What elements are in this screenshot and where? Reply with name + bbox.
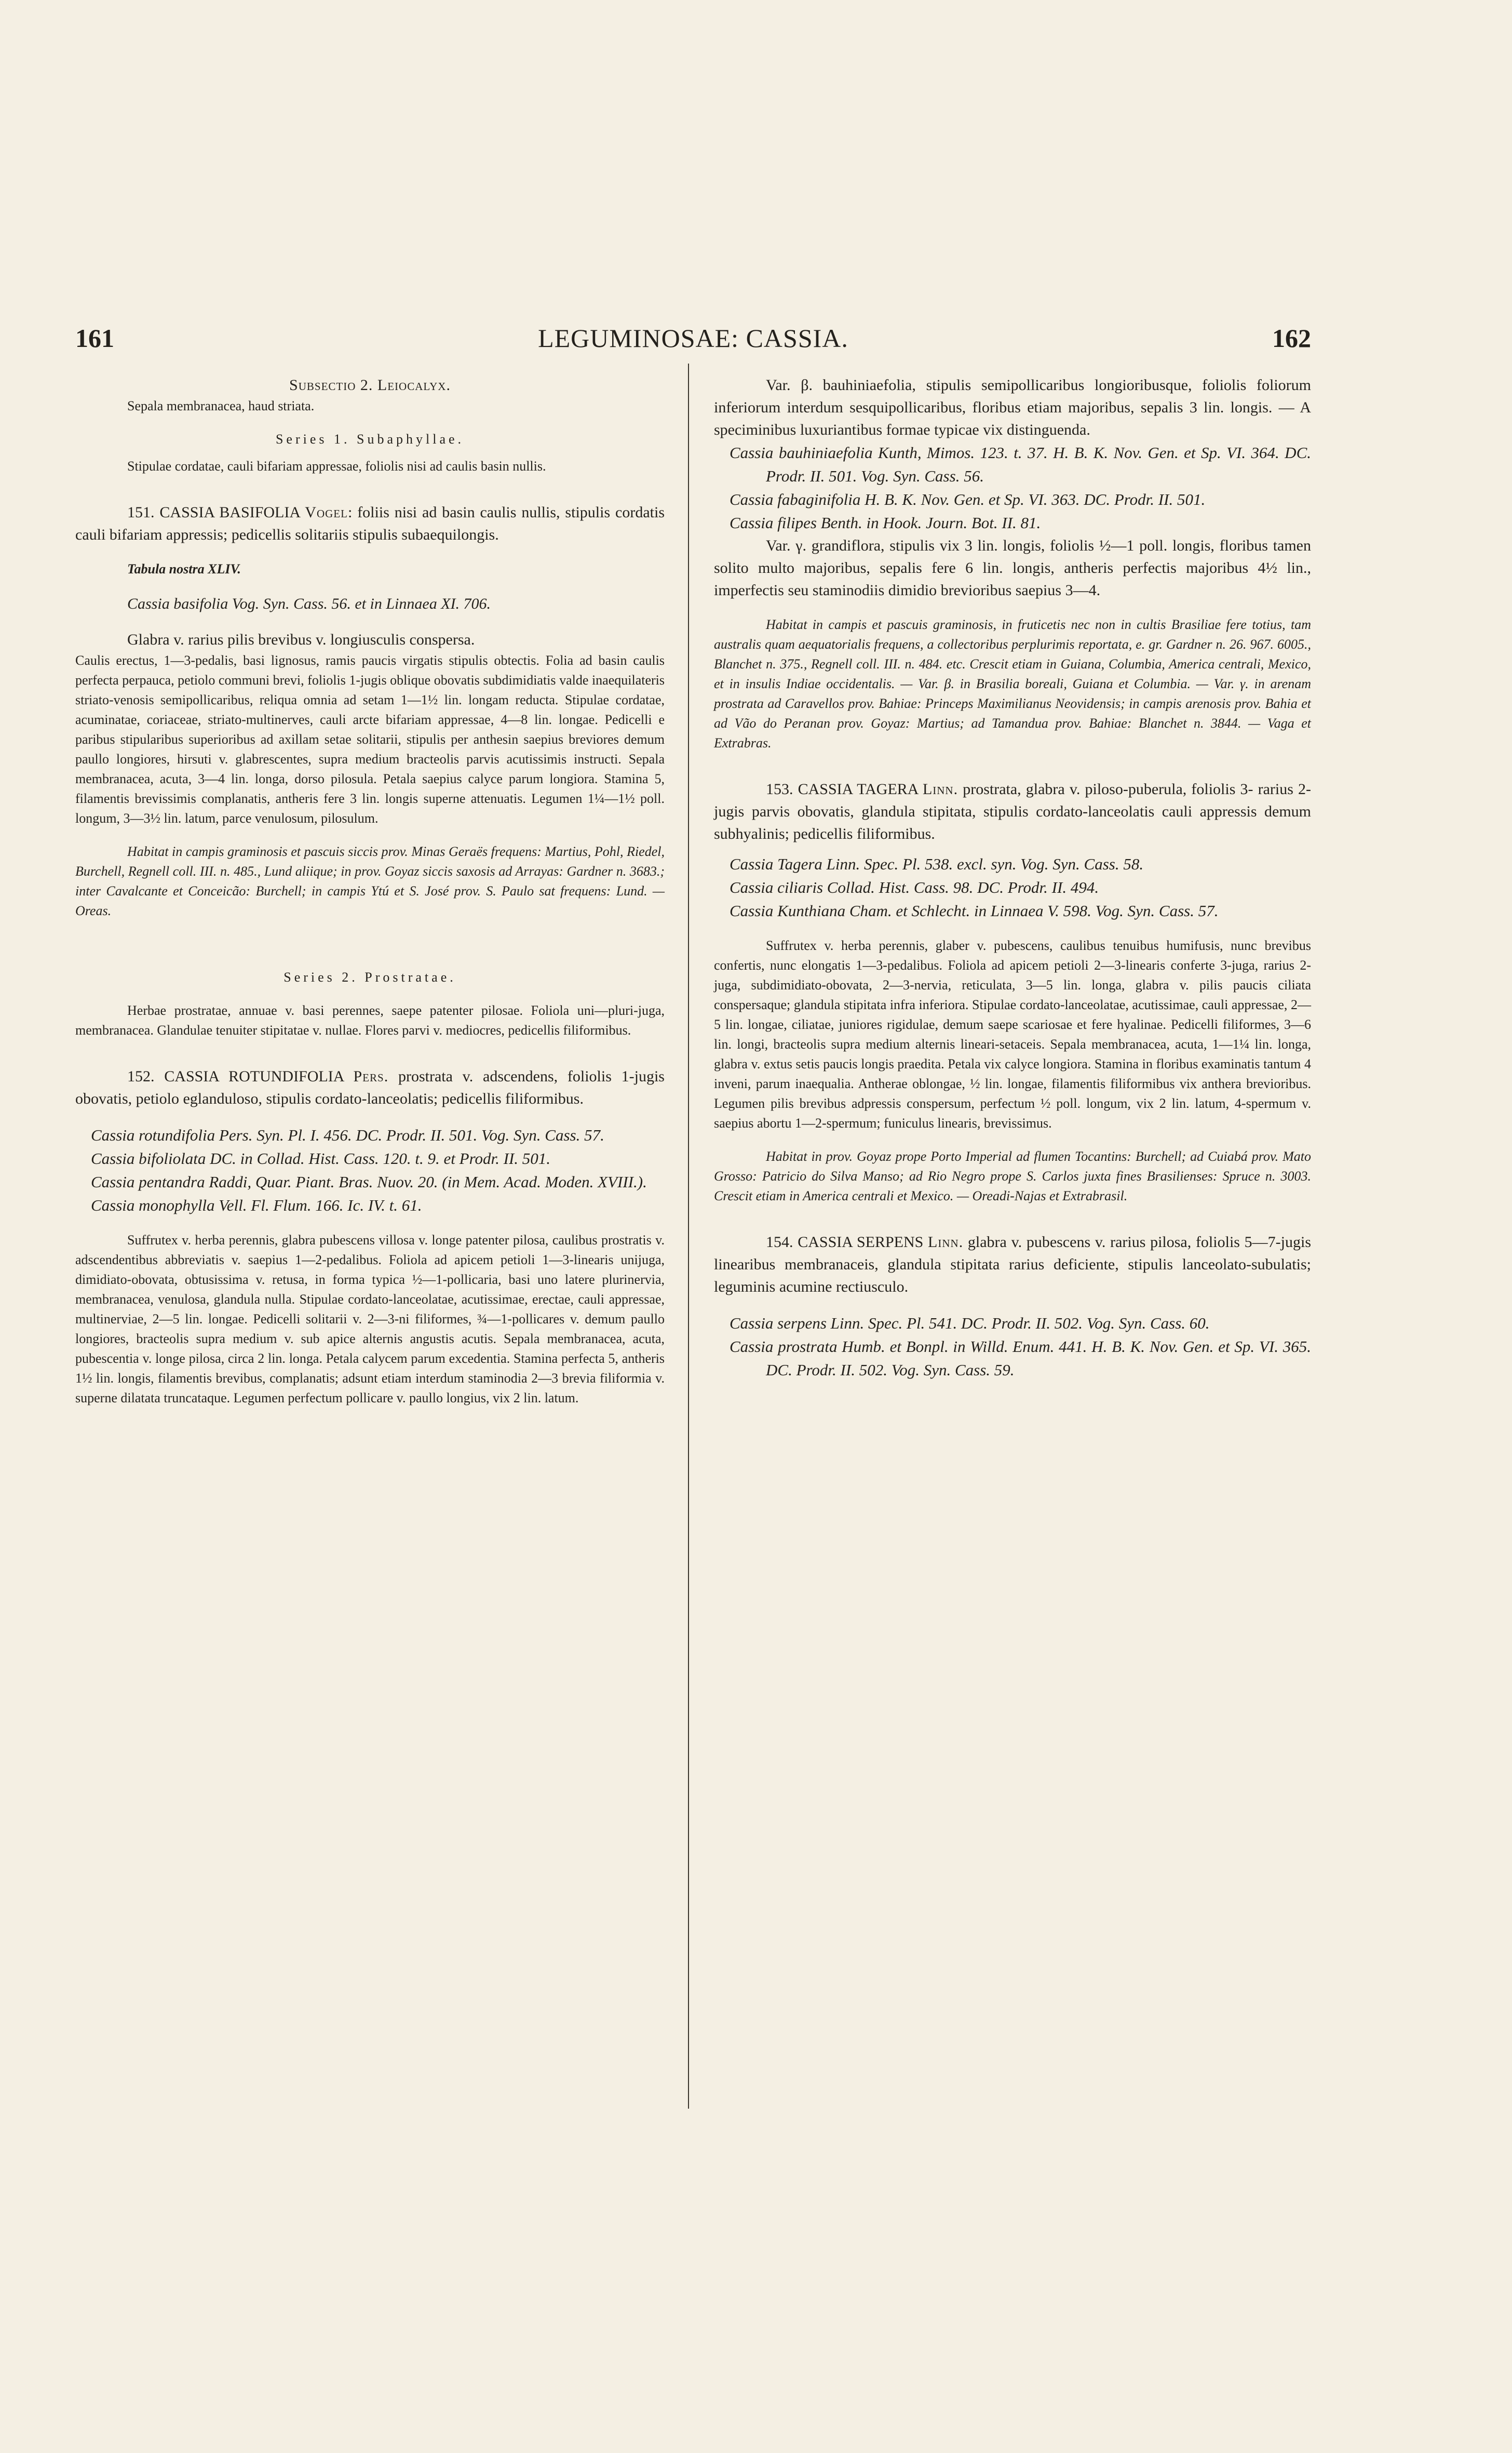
species-154-author: Linn. xyxy=(928,1234,964,1251)
variety-beta: Var. β. bauhiniaefolia, stipulis semipollicaribus longioribusque, foliolis foliorum inferiorum interdum sesquipollicaribus, floribus etiam majoribus, sepalis 3 lin. longis. — A speciminibus luxuriantibus formae typicae vix distinguenda. xyxy=(714,377,1311,438)
synonym-entry: Cassia serpens Linn. Spec. Pl. 541. DC. Prodr. II. 502. Vog. Syn. Cass. 60. xyxy=(730,1314,1210,1332)
series-description: Stipulae cordatae, cauli bifariam appressae, foliolis nisi ad caulis basin nullis. xyxy=(127,459,546,474)
species-151-indumentum: Glabra v. rarius pilis brevibus v. longiusculis conspersa. xyxy=(127,631,475,648)
running-header xyxy=(75,323,1311,365)
plate-reference: Tabula nostra XLIV. xyxy=(127,561,241,577)
species-154-diagnosis xyxy=(714,1231,1311,1298)
series-2-heading: Series 2. Prostratae. xyxy=(284,970,456,985)
synonym-entry: Cassia ciliaris Collad. Hist. Cass. 98. DC. Prodr. II. 494. xyxy=(730,878,1099,896)
species-152-author: Pers. xyxy=(353,1068,389,1085)
synonym-entry: Cassia fabaginifolia H. B. K. Nov. Gen. et Sp. VI. 363. DC. Prodr. II. 501. xyxy=(730,490,1206,508)
synonym-entry: Cassia Kunthiana Cham. et Schlecht. in Linnaea V. 598. Vog. Syn. Cass. 57. xyxy=(730,902,1219,920)
species-151-description: Caulis erectus, 1—3-pedalis, basi lignosus, ramis paucis virgatis stipulis obtectis. Folia ad basin caulis perfecta perpauca, petiolo communi brevi, foliolis 1-jugis oblique obovatis subdimidiatis valde inaequilateris striato-venosis semipollicaribus, reliqua omnia ad setam 1—1½ lin. longam reducta. Stipulae cordatae, acuminatae, coriaceae, striato-multinerves, cauli arcte bifariam appressae, 4—8 lin. longae. Pedicelli e paribus stipularibus superioribus ad axillam setae solitarii, stipulis per anthesin saepius breviores demum paullo longiores, hirsuti v. glabrescentes, supra medium bracteolis parvis acutissimis instructi. Sepala membranacea, acuta, 3—4 lin. longa, dorso pilosula. Petala saepius calyce parum longiora. Stamina 5, filamentis brevissimis complanatis, antheris fere 3 lin. longis superne attenuatis. Legumen 1¼—1½ poll. longum, 3—3½ lin. latum, parce venulosum, pilosulum. xyxy=(75,653,665,826)
subsection-heading: Subsectio 2. Leiocalyx. xyxy=(289,377,451,394)
species-153-description: Suffrutex v. herba perennis, glaber v. pubescens, caulibus tenuibus humifusis, nunc brevibus confertis, nunc elongatis 1—3-pedalibus. Foliola ad apicem petioli 2—3-linearis conferte 3-juga, rarius 2-juga, subdimidiato-obovata, 2—3-nervia, reticulata, 3—5 lin. longa, glabra v. pilis paucis ciliata conspersaque; glandula stipitata infra inferiora. Stipulae cordato-lanceolatae, acutissimae, cauli appressae, 2—5 lin. longae, ciliatae, juniores rigidulae, demum saepe scariosae et fere hyalinae. Pedicelli filiformes, 3—6 lin. longi, bracteolis supra medium alternis lineari-setaceis. Sepala membranacea, acuta, 1—1¼ lin. longa, glabra v. extus setis paucis longis praedita. Petala vix calyce longiora. Stamina in floribus examinatis tantum 4 inveni, parum inaequalia. Antherae oblongae, ½ lin. longae, filamentis filiformibus vix anthera brevioribus. Legumen pilis brevibus adpressis conspersum, perfectum ½ poll. longum, vix 2 lin. latum, 4-spermum v. saepius abortu 1—2-spermum; funiculus linearis, brevissimus. xyxy=(714,938,1311,1131)
species-154-name: 154. CASSIA SERPENS xyxy=(766,1234,924,1251)
species-151-diagnosis xyxy=(75,501,665,546)
species-152-diagnosis xyxy=(75,1065,665,1110)
species-153-diagnosis xyxy=(714,778,1311,845)
synonym-entry: Cassia monophylla Vell. Fl. Flum. 166. Ic. IV. t. 61. xyxy=(91,1196,422,1214)
species-152-text: prostrata v. adscendens, foliolis 1-jugis obovatis, petiolo eglanduloso, stipulis cordato-lanceolatis; pedicellis filiformibus. xyxy=(75,1068,665,1107)
synonym-entry: Cassia prostrata Humb. et Bonpl. in Willd. Enum. 441. H. B. K. Nov. Gen. et Sp. VI. 365. DC. Prodr. II. 502. Vog. Syn. Cass. 59. xyxy=(730,1337,1311,1379)
synonym-entry: Cassia filipes Benth. in Hook. Journ. Bot. II. 81. xyxy=(730,514,1041,532)
species-153-name: 153. CASSIA TAGERA xyxy=(766,781,918,798)
synonym-list-154 xyxy=(714,1311,1311,1382)
species-153-habitat: Habitat in prov. Goyaz prope Porto Imperial ad flumen Tocantins: Burchell; ad Cuiabá prov. Mato Grosso: Patricio do Silva Manso; ad Rio Negro prope S. Carlos juxta fines Brasilienses: Spruce n. 3003. Crescit etiam in America centrali et Mexico. — Oreadi-Najas et Extrabrasil. xyxy=(714,1149,1311,1203)
synonym-entry: Cassia bauhiniaefolia Kunth, Mimos. 123. t. 37. H. B. K. Nov. Gen. et Sp. VI. 364. DC. Prodr. II. 501. Vog. Syn. Cass. 56. xyxy=(730,444,1311,485)
species-151-habitat: Habitat in campis graminosis et pascuis siccis prov. Minas Geraës frequens: Martius, Pohl, Riedel, Burchell, Regnell coll. III. n. 485., Lund aliique; in prov. Goyaz siccis saxosis ad Arrayas: Gardner n. 3683.; inter Cavalcante et Conceicão: Burchell; in campis Ytú et S. José prov. S. Paulo sat frequens: Lund. — Oreas. xyxy=(75,844,665,918)
synonym-entry: Cassia pentandra Raddi, Quar. Piant. Bras. Nuov. 20. (in Mem. Acad. Moden. XVIII.). xyxy=(91,1173,647,1191)
synonym-entry: Cassia bifoliolata DC. in Collad. Hist. Cass. 120. t. 9. et Prodr. II. 501. xyxy=(91,1149,551,1168)
page-number-right: 162 xyxy=(1272,324,1311,353)
right-column xyxy=(714,374,1311,1382)
synonym-list-beta xyxy=(714,441,1311,534)
subsection-description: Sepala membranacea, haud striata. xyxy=(127,398,315,413)
species-152-name: 152. CASSIA ROTUNDIFOLIA xyxy=(127,1068,344,1085)
species-154-text: glabra v. pubescens v. rarius pilosa, foliolis 5—7-jugis linearibus membranaceis, glandula stipitata rarius deficiente, stipulis lanceolato-subulatis; leguminis acumine rectiusculo. xyxy=(714,1234,1311,1295)
species-153-author: Linn. xyxy=(922,781,959,798)
variety-gamma: Var. γ. grandiflora, stipulis vix 3 lin. longis, foliolis ½—1 poll. longis, floribus tamen solito multo majoribus, sepalis fere 6 lin. longis, antheris perfectis majoribus 4½ lin., imperfectis seu staminodiis dimidio brevioribus saepius 3—4. xyxy=(714,537,1311,599)
species-152-description: Suffrutex v. herba perennis, glabra pubescens villosa v. longe patenter pilosa, caulibus prostratis v. adscendentibus abbreviatis v. saepius 1—2-pedalibus. Foliola ad apicem petioli 1—3-linearis unijuga, dimidiato-obovata, obtusissima v. retusa, in forma typica ½—1-pollicaria, basi uno latere plurinervia, membranacea, venulosa, glandula nulla. Stipulae cordato-lanceolatae, acutissimae, erectae, cauli appressae, multinerviae, 2—5 lin. longae. Pedicelli solitarii v. 2—3-ni filiformes, ¾—1-pollicares v. demum paullo longiores, bracteolis supra medium v. sub apice alternis angustis acutis. Sepala membranacea, acuta, pubescentia v. longe pilosa, circa 2 lin. longa. Petala calycem parum excedentia. Stamina perfecta 5, antheris 1½ lin. longis, filamentis brevibus, complanatis; adsunt etiam interdum staminodia 2—3 brevia filiformia v. superne dilatata truncataque. Legumen perfectum pollicare v. paullo longius, vix 2 lin. latum. xyxy=(75,1232,665,1405)
synonym-entry: Cassia rotundifolia Pers. Syn. Pl. I. 456. DC. Prodr. II. 501. Vog. Syn. Cass. 57. xyxy=(91,1126,604,1144)
left-column xyxy=(75,374,665,1408)
page-number-left: 161 xyxy=(75,324,114,353)
species-151-author: Vogel xyxy=(305,504,348,521)
column-divider xyxy=(688,364,689,2109)
species-151-name: 151. CASSIA BASIFOLIA xyxy=(127,504,300,521)
synonym-list-153 xyxy=(714,852,1311,922)
species-153-text: prostrata, glabra v. piloso-puberula, foliolis 3- rarius 2-jugis parvis obovatis, glandula stipitata, stipulis cordato-lanceolatis cauli appressis demum subhyalinis; pedicellis filiformibus. xyxy=(714,781,1312,842)
series-2-description: Herbae prostratae, annuae v. basi perennes, saepe patenter pilosae. Foliola uni—pluri-juga, membranacea. Glandulae tenuiter stipitatae v. nullae. Flores parvi v. mediocres, pedicellis filiformibus. xyxy=(75,1003,665,1038)
series-heading: Series 1. Subaphyllae. xyxy=(275,432,465,447)
synonym-list-152 xyxy=(75,1123,665,1217)
running-title: LEGUMINOSAE: CASSIA. xyxy=(538,324,848,353)
species-152-habitat: Habitat in campis et pascuis graminosis, in fruticetis nec non in cultis Brasiliae fere totius, tam australis quam aequatorialis frequens, a collectoribus perplurimis reportata, e. gr. Gardner n. 26. 967. 6005., Blanchet n. 375., Regnell coll. III. n. 484. etc. Crescit etiam in Guiana, Columbia, America centrali, Mexico, et in insulis Indiae occidentalis. — Var. β. in Brasilia boreali, Guiana et Columbia. — Var. γ. in arenam prostrata ad Caravellos prov. Bahiae: Princeps Maximilianus Neovidensis; in campis arenosis prov. Bahia et ad Vão do Peranan prov. Goyaz: Martius; ad Tamandua prov. Bahiae: Blanchet n. 3844. — Vaga et Extrabras. xyxy=(714,617,1311,750)
species-151-text: : foliis nisi ad basin caulis nullis, stipulis cordatis cauli bifariam appressis; pedicellis solitariis stipulis subaequilongis. xyxy=(75,504,665,543)
synonym-151: Cassia basifolia Vog. Syn. Cass. 56. et in Linnaea XI. 706. xyxy=(127,595,491,612)
synonym-entry: Cassia Tagera Linn. Spec. Pl. 538. excl. syn. Vog. Syn. Cass. 58. xyxy=(730,855,1144,873)
